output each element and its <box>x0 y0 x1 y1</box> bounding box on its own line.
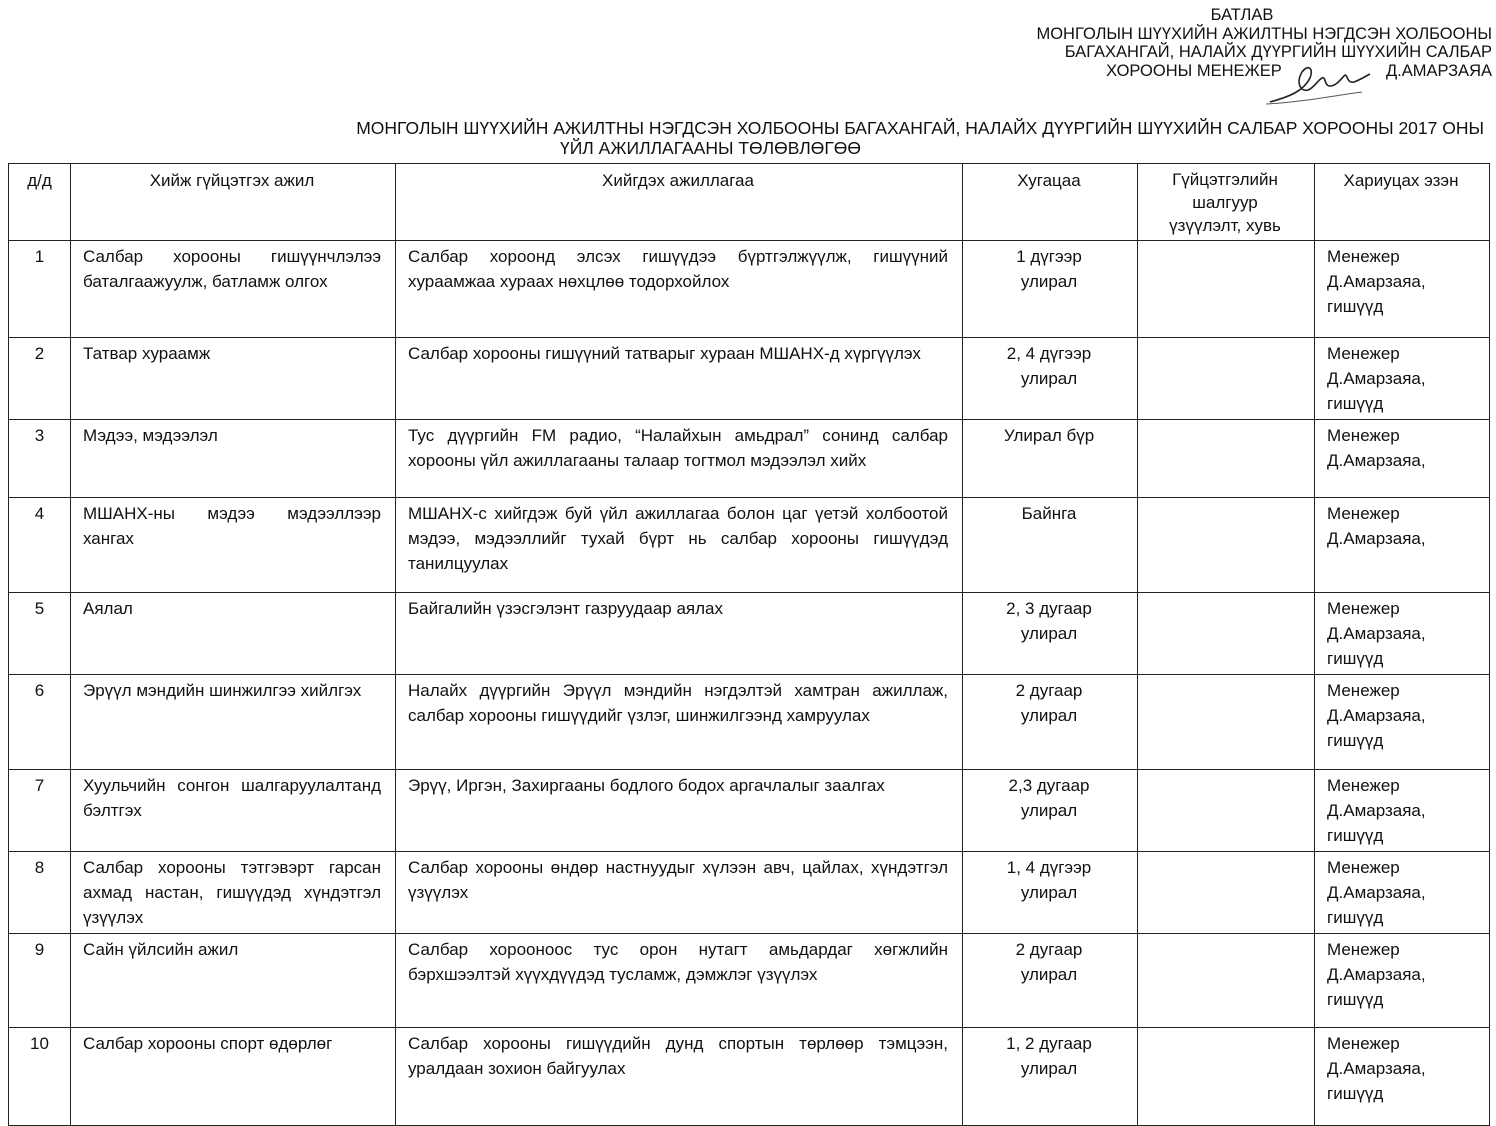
header-duration: Хугацаа <box>963 164 1138 241</box>
row-task: Хуульчийн сонгон шалгаруулалтанд бэлтгэх <box>71 770 396 852</box>
row-task: Салбар хорооны спорт өдөрлөг <box>71 1028 396 1126</box>
row-owner: Менежер Д.Амарзаяа, гишүүд <box>1315 852 1490 934</box>
row-duration: 2 дугаар улирал <box>963 675 1138 770</box>
header-task: Хийж гүйцэтгэх ажил <box>71 164 396 241</box>
row-activity: Салбар хорооны гишүүдийн дунд спортын төрлөөр тэмцээн, уралдаан зохион байгуулах <box>396 1028 963 1126</box>
row-owner: Менежер Д.Амарзаяа, гишүүд <box>1315 338 1490 420</box>
row-number: 7 <box>9 770 71 852</box>
signature-icon <box>1262 56 1372 106</box>
approval-line: МОНГОЛЫН ШҮҮХИЙН АЖИЛТНЫ НЭГДСЭН ХОЛБООНЫ <box>1036 24 1492 43</box>
row-duration: 1, 2 дугаар улирал <box>963 1028 1138 1126</box>
row-duration: 2,3 дугаар улирал <box>963 770 1138 852</box>
row-task: Татвар хураамж <box>71 338 396 420</box>
row-criteria <box>1138 675 1315 770</box>
row-owner: Менежер Д.Амарзаяа, <box>1315 498 1490 593</box>
row-task: Аялал <box>71 593 396 675</box>
row-activity: Налайх дүүргийн Эрүүл мэндийн нэгдэлтэй хамтран ажиллаж, салбар хорооны гишүүдийг үзлэг, шинжилгээнд хамруулах <box>396 675 963 770</box>
row-number: 1 <box>9 241 71 338</box>
row-activity: МШАНХ-с хийгдэж буй үйл ажиллагаа болон цаг үетэй холбоотой мэдээ, мэдээллийг тухай бүрт нь салбар хорооны гишүүдэд танилцуулах <box>396 498 963 593</box>
row-criteria <box>1138 241 1315 338</box>
table-row <box>9 498 1490 593</box>
row-owner: Менежер Д.Амарзаяа, гишүүд <box>1315 770 1490 852</box>
row-owner: Менежер Д.Амарзаяа, гишүүд <box>1315 593 1490 675</box>
row-task: Салбар хорооны тэтгэвэрт гарсан ахмад настан, гишүүдэд хүндэтгэл үзүүлэх <box>71 852 396 934</box>
table-row <box>9 934 1490 1028</box>
row-task: Сайн үйлсийн ажил <box>71 934 396 1028</box>
row-owner: Менежер Д.Амарзаяа, гишүүд <box>1315 675 1490 770</box>
row-activity: Салбар хороонд элсэх гишүүдээ бүртгэлжүүлж, гишүүний хураамжаа хураах нөхцлөө тодорхойлох <box>396 241 963 338</box>
row-duration: 1 дүгээр улирал <box>963 241 1138 338</box>
approval-role: ХОРООНЫ МЕНЕЖЕР <box>1106 61 1282 80</box>
table-row <box>9 241 1490 338</box>
row-criteria <box>1138 934 1315 1028</box>
approval-line: БАГАХАНГАЙ, НАЛАЙХ ДҮҮРГИЙН ШҮҮХИЙН САЛБАР <box>1064 43 1492 61</box>
approval-heading: БАТЛАВ <box>1210 6 1274 24</box>
row-criteria <box>1138 1028 1315 1126</box>
header-owner: Хариуцах эзэн <box>1315 164 1490 241</box>
row-duration: Байнга <box>963 498 1138 593</box>
row-criteria <box>1138 338 1315 420</box>
table-row <box>9 852 1490 934</box>
table-row <box>9 593 1490 675</box>
row-number: 6 <box>9 675 71 770</box>
row-owner: Менежер Д.Амарзаяа, гишүүд <box>1315 1028 1490 1126</box>
title-line-2: ҮЙЛ АЖИЛЛАГААНЫ ТӨЛӨВЛӨГӨӨ <box>560 138 862 158</box>
row-number: 10 <box>9 1028 71 1126</box>
row-activity: Салбар хорооны өндөр настнуудыг хүлээн авч, цайлах, хүндэтгэл үзүүлэх <box>396 852 963 934</box>
table-header-row <box>9 164 1490 241</box>
row-owner: Менежер Д.Амарзаяа, <box>1315 420 1490 498</box>
approval-signature-line <box>932 62 1492 81</box>
row-criteria <box>1138 420 1315 498</box>
row-number: 2 <box>9 338 71 420</box>
row-criteria <box>1138 593 1315 675</box>
row-duration: 1, 4 дүгээр улирал <box>963 852 1138 934</box>
row-duration: 2 дугаар улирал <box>963 934 1138 1028</box>
row-number: 9 <box>9 934 71 1028</box>
title-line-1: МОНГОЛЫН ШҮҮХИЙН АЖИЛТНЫ НЭГДСЭН ХОЛБООНЫ БАГАХАНГАЙ, НАЛАЙХ ДҮҮРГИЙН ШҮҮХИЙН САЛБАР ХОРООНЫ 2017 ОНЫ <box>356 118 1484 138</box>
header-criteria: Гүйцэтгэлийн шалгуур үзүүлэлт, хувь <box>1138 164 1315 241</box>
row-task: Эрүүл мэндийн шинжилгээ хийлгэх <box>71 675 396 770</box>
approval-name: Д.АМАРЗАЯА <box>1385 61 1492 80</box>
table-row <box>9 770 1490 852</box>
table-row <box>9 675 1490 770</box>
row-activity: Байгалийн үзэсгэлэнт газруудаар аялах <box>396 593 963 675</box>
row-criteria <box>1138 770 1315 852</box>
table-row <box>9 338 1490 420</box>
row-criteria <box>1138 852 1315 934</box>
row-activity: Тус дүүргийн FM радио, “Налайхын амьдрал” сонинд салбар хорооны үйл ажиллагааны талаар тогтмол мэдээлэл хийх <box>396 420 963 498</box>
row-owner: Менежер Д.Амарзаяа, гишүүд <box>1315 241 1490 338</box>
row-duration: 2, 4 дүгээр улирал <box>963 338 1138 420</box>
row-activity: Салбар хорооны гишүүний татварыг хураан МШАНХ-д хүргүүлэх <box>396 338 963 420</box>
plan-table <box>8 163 1490 1126</box>
row-number: 5 <box>9 593 71 675</box>
row-owner: Менежер Д.Амарзаяа, гишүүд <box>1315 934 1490 1028</box>
row-number: 4 <box>9 498 71 593</box>
row-activity: Салбар хорооноос тус орон нутагт амьдардаг хөгжлийн бэрхшээлтэй хүүхдүүдэд тусламж, дэмжлэг үзүүлэх <box>396 934 963 1028</box>
row-task: Мэдээ, мэдээлэл <box>71 420 396 498</box>
row-criteria <box>1138 498 1315 593</box>
row-task: Салбар хорооны гишүүнчлэлээ баталгаажуулж, батламж олгох <box>71 241 396 338</box>
row-number: 3 <box>9 420 71 498</box>
header-activity: Хийгдэх ажиллагаа <box>396 164 963 241</box>
row-task: МШАНХ-ны мэдээ мэдээллээр хангах <box>71 498 396 593</box>
table-row <box>9 1028 1490 1126</box>
row-duration: Улирал бүр <box>963 420 1138 498</box>
row-duration: 2, 3 дугаар улирал <box>963 593 1138 675</box>
table-row <box>9 420 1490 498</box>
row-number: 8 <box>9 852 71 934</box>
header-number: д/д <box>9 164 71 241</box>
approval-block <box>932 6 1492 80</box>
row-activity: Эрүү, Иргэн, Захиргааны бодлого бодох аргачлалыг заалгах <box>396 770 963 852</box>
document-title <box>120 118 1490 158</box>
